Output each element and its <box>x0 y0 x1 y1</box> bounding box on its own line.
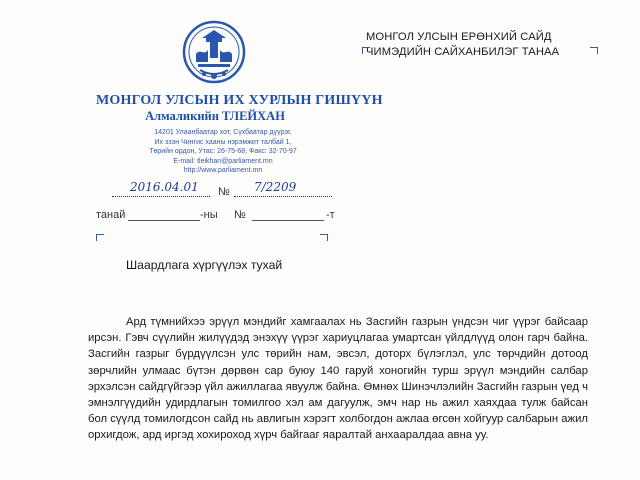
number-underline <box>234 196 332 197</box>
handwritten-date: 2016.04.01 <box>130 180 199 194</box>
corner-mark-icon <box>320 234 328 241</box>
address-line: Төрийн ордон, Утас: 26-75-68, Факс: 32-70-97 <box>149 148 297 156</box>
corner-mark-icon <box>590 47 598 54</box>
corner-mark-icon <box>362 47 370 54</box>
letterhead-address <box>118 128 328 176</box>
letter-body: Ард түмнийхээ эрүүл мэндийг хамгаалах нь Засгийн газрын үндсэн чиг үүрэг байсаар ирсэн. Гэвч сүүлийн жилүүдэд энэхүү үүрэг хариуцлагаа умартсан үйлдлүүд олон гарч байна. Засгийн газрыг бүрдүүлсэн улс төрийн нам, эвсэл, доторх бүлэглэл, улс төрчдийн дотоод зөрчлийн улмаас бүтэн дөрвөн сар буюу 140 гаруй хоногийн турш эрүүл мэндийн салбар эрхэлсэн сайдгүйгээр үйл ажиллагаа явуулж байна. Өмнөх Шинэчлэлийн Засгийн газрын үед ч эмнэлгүүдийн удирдлагын томилгоо хэл ам дагуулж, эмч нар нь ажил хаяхдаа тулж байсан бол сүүлд томилогдсон сайд нь авлигын хэрэгт холбогдон ажлаа өгсөн хойгуур салбарын ажил орхигдож, ард иргэд хохироход хүрч байгааг яаралтай анхааралдаа авна уу. <box>88 316 588 442</box>
address-line: 14201 Улаанбаатар хот, Сүхбаатар дүүрэг, <box>154 129 292 136</box>
corner-mark-icon <box>96 234 104 241</box>
reply-date-line <box>128 220 200 221</box>
state-emblem-icon <box>182 20 246 86</box>
reply-number-line <box>252 220 324 221</box>
reply-suffix: -т <box>326 209 335 221</box>
reply-prefix: танай <box>96 209 126 221</box>
recipient-line-2: ЧИМЭДИЙН САЙХАНБИЛЭГ ТАНАА <box>366 46 560 58</box>
letterhead-member-name: Алмаликийн ТЛЕЙХАН <box>145 109 285 123</box>
reply-mid: -ны <box>200 209 218 221</box>
handwritten-number: 7/2209 <box>254 180 297 194</box>
reply-number-sign: № <box>234 209 246 221</box>
date-underline <box>112 196 210 197</box>
address-website: http://www.parliament.mn <box>183 167 263 175</box>
letterhead-title: МОНГОЛ УЛСЫН ИХ ХУРЛЫН ГИШҮҮН <box>96 93 383 108</box>
number-sign: № <box>218 186 230 198</box>
recipient-block <box>366 30 616 60</box>
letter-subject: Шаардлага хүргүүлэх тухай <box>126 258 283 272</box>
address-line: Их эзэн Чингис хааны нэрэмжит талбай 1, <box>154 138 292 146</box>
recipient-line-1: МОНГОЛ УЛСЫН ЕРӨНХИЙ САЙД <box>366 31 552 43</box>
address-email: E-mail: tleikhan@parliament.mn <box>173 157 273 165</box>
